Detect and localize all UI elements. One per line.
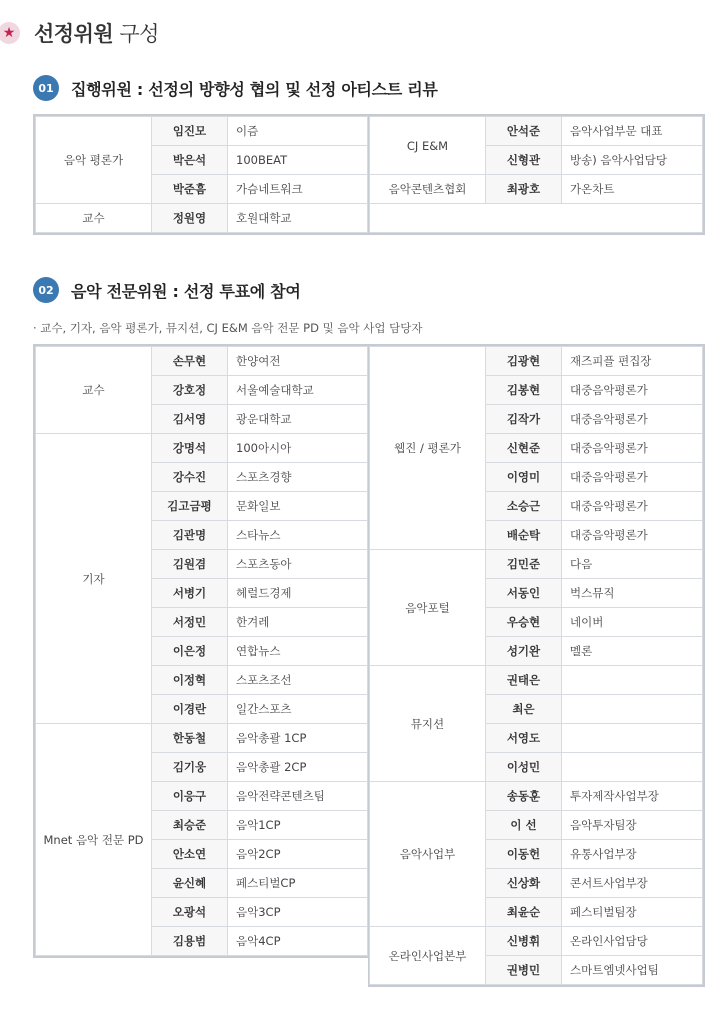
group-label: Mnet 음악 전문 PD xyxy=(36,724,152,956)
member-name: 우승현 xyxy=(486,608,562,637)
group-label: 온라인사업본부 xyxy=(370,927,486,985)
section-1-right-table xyxy=(368,114,705,235)
member-org: 음악3CP xyxy=(228,898,368,927)
member-name: 송동훈 xyxy=(486,782,562,811)
member-name: 이응구 xyxy=(152,782,228,811)
section-2-left-table xyxy=(33,344,370,958)
member-org: 스포츠경향 xyxy=(228,463,368,492)
member-name: 안석준 xyxy=(486,117,562,146)
member-org: 재즈피플 편집장 xyxy=(562,347,703,376)
member-name: 배순탁 xyxy=(486,521,562,550)
member-name: 김작가 xyxy=(486,405,562,434)
member-row xyxy=(36,204,368,233)
member-name: 최광호 xyxy=(486,175,562,204)
member-name: 손무현 xyxy=(152,347,228,376)
group-label: 음악포털 xyxy=(370,550,486,666)
member-org: 서울예술대학교 xyxy=(228,376,368,405)
section-2-title: 음악 전문위원 : 선정 투표에 참여 xyxy=(71,281,301,301)
member-org: 대중음악평론가 xyxy=(562,376,703,405)
member-name: 이 선 xyxy=(486,811,562,840)
member-org: 문화일보 xyxy=(228,492,368,521)
member-name: 김고금평 xyxy=(152,492,228,521)
member-org: 음악투자팀장 xyxy=(562,811,703,840)
member-org: 대중음악평론가 xyxy=(562,405,703,434)
member-org xyxy=(562,724,703,753)
group-label: 음악 평론가 xyxy=(36,117,152,204)
member-row xyxy=(36,434,368,463)
member-row xyxy=(370,347,703,376)
page-title: 선정위원 구성 xyxy=(34,22,159,46)
member-row xyxy=(370,927,703,956)
member-org: 이즘 xyxy=(228,117,368,146)
member-name: 서정민 xyxy=(152,608,228,637)
member-org: 100아시아 xyxy=(228,434,368,463)
member-org: 헤럴드경제 xyxy=(228,579,368,608)
section-number-badge: 01 xyxy=(33,75,59,101)
member-name: 강명석 xyxy=(152,434,228,463)
member-org: 음악2CP xyxy=(228,840,368,869)
group-label: 뮤지션 xyxy=(370,666,486,782)
member-org: 온라인사업담당 xyxy=(562,927,703,956)
member-row xyxy=(36,724,368,753)
member-row xyxy=(36,347,368,376)
member-name: 이은정 xyxy=(152,637,228,666)
member-name: 이동헌 xyxy=(486,840,562,869)
member-org xyxy=(562,695,703,724)
member-name: 박은석 xyxy=(152,146,228,175)
member-org: 가슴네트워크 xyxy=(228,175,368,204)
page-header xyxy=(0,18,159,48)
section-1-title: 집행위원 : 선정의 방향성 협의 및 선정 아티스트 리뷰 xyxy=(71,79,438,99)
member-name: 김광현 xyxy=(486,347,562,376)
member-org xyxy=(562,753,703,782)
member-org: 스포츠조선 xyxy=(228,666,368,695)
member-name: 서동인 xyxy=(486,579,562,608)
group-label: 기자 xyxy=(36,434,152,724)
member-org: 일간스포츠 xyxy=(228,695,368,724)
section-2-right-table xyxy=(368,344,705,987)
member-name: 신현준 xyxy=(486,434,562,463)
member-org: 음악총괄 2CP xyxy=(228,753,368,782)
member-org: 콘서트사업부장 xyxy=(562,869,703,898)
member-org: 대중음악평론가 xyxy=(562,521,703,550)
member-org: 대중음악평론가 xyxy=(562,463,703,492)
member-org: 음악4CP xyxy=(228,927,368,956)
member-name: 김원겸 xyxy=(152,550,228,579)
member-name: 이경란 xyxy=(152,695,228,724)
member-org: 스마트엠넷사업팀 xyxy=(562,956,703,985)
member-org: 대중음악평론가 xyxy=(562,492,703,521)
star-icon: ★ xyxy=(0,22,20,44)
member-org: 페스티벌팀장 xyxy=(562,898,703,927)
member-org xyxy=(562,666,703,695)
section-2-note: · 교수, 기자, 음악 평론가, 뮤지션, CJ E&M 음악 전문 PD 및 음악 사업 담당자 xyxy=(33,321,423,335)
member-org: 호원대학교 xyxy=(228,204,368,233)
member-org: 한양여전 xyxy=(228,347,368,376)
member-org: 방송) 음악사업담당 xyxy=(562,146,703,175)
member-org: 음악총괄 1CP xyxy=(228,724,368,753)
empty-row xyxy=(370,204,703,233)
member-name: 김기웅 xyxy=(152,753,228,782)
member-name: 신병휘 xyxy=(486,927,562,956)
member-name: 김용범 xyxy=(152,927,228,956)
member-name: 이정혁 xyxy=(152,666,228,695)
member-name: 안소연 xyxy=(152,840,228,869)
group-label: 웹진 / 평론가 xyxy=(370,347,486,550)
member-org: 스포츠동아 xyxy=(228,550,368,579)
member-org: 페스티벌CP xyxy=(228,869,368,898)
member-name: 김서영 xyxy=(152,405,228,434)
member-org: 벅스뮤직 xyxy=(562,579,703,608)
group-label: CJ E&M xyxy=(370,117,486,175)
member-name: 성기완 xyxy=(486,637,562,666)
member-org: 음악1CP xyxy=(228,811,368,840)
empty-cell xyxy=(370,204,703,233)
member-name: 박준흠 xyxy=(152,175,228,204)
member-name: 강수진 xyxy=(152,463,228,492)
section-1-header xyxy=(33,75,438,101)
member-org: 투자제작사업부장 xyxy=(562,782,703,811)
member-name: 신상화 xyxy=(486,869,562,898)
section-1-left-table xyxy=(33,114,370,235)
member-name: 서병기 xyxy=(152,579,228,608)
member-org: 유통사업부장 xyxy=(562,840,703,869)
member-org: 스타뉴스 xyxy=(228,521,368,550)
member-org: 100BEAT xyxy=(228,146,368,175)
member-name: 오광석 xyxy=(152,898,228,927)
member-name: 최윤순 xyxy=(486,898,562,927)
member-name: 권태은 xyxy=(486,666,562,695)
member-org: 네이버 xyxy=(562,608,703,637)
member-name: 권병민 xyxy=(486,956,562,985)
member-org: 다음 xyxy=(562,550,703,579)
member-org: 연합뉴스 xyxy=(228,637,368,666)
member-row xyxy=(370,782,703,811)
member-name: 소승근 xyxy=(486,492,562,521)
member-org: 가온차트 xyxy=(562,175,703,204)
member-name: 강호정 xyxy=(152,376,228,405)
section-2-header xyxy=(33,277,300,303)
member-row xyxy=(370,550,703,579)
member-name: 신형관 xyxy=(486,146,562,175)
section-number-badge: 02 xyxy=(33,277,59,303)
member-name: 김관명 xyxy=(152,521,228,550)
group-label: 교수 xyxy=(36,204,152,233)
group-label: 음악콘텐츠협회 xyxy=(370,175,486,204)
member-name: 윤신혜 xyxy=(152,869,228,898)
group-label: 음악사업부 xyxy=(370,782,486,927)
member-name: 김민준 xyxy=(486,550,562,579)
member-row xyxy=(36,117,368,146)
member-row xyxy=(370,666,703,695)
member-name: 최승준 xyxy=(152,811,228,840)
member-name: 이성민 xyxy=(486,753,562,782)
member-org: 한겨레 xyxy=(228,608,368,637)
member-org: 음악전략콘텐츠팀 xyxy=(228,782,368,811)
member-name: 한동철 xyxy=(152,724,228,753)
member-name: 이영미 xyxy=(486,463,562,492)
member-org: 광운대학교 xyxy=(228,405,368,434)
member-org: 음악사업부문 대표 xyxy=(562,117,703,146)
member-name: 임진모 xyxy=(152,117,228,146)
member-name: 김봉현 xyxy=(486,376,562,405)
member-row xyxy=(370,117,703,146)
member-name: 최은 xyxy=(486,695,562,724)
group-label: 교수 xyxy=(36,347,152,434)
member-org: 멜론 xyxy=(562,637,703,666)
member-org: 대중음악평론가 xyxy=(562,434,703,463)
member-name: 정원영 xyxy=(152,204,228,233)
member-row xyxy=(370,175,703,204)
member-name: 서영도 xyxy=(486,724,562,753)
